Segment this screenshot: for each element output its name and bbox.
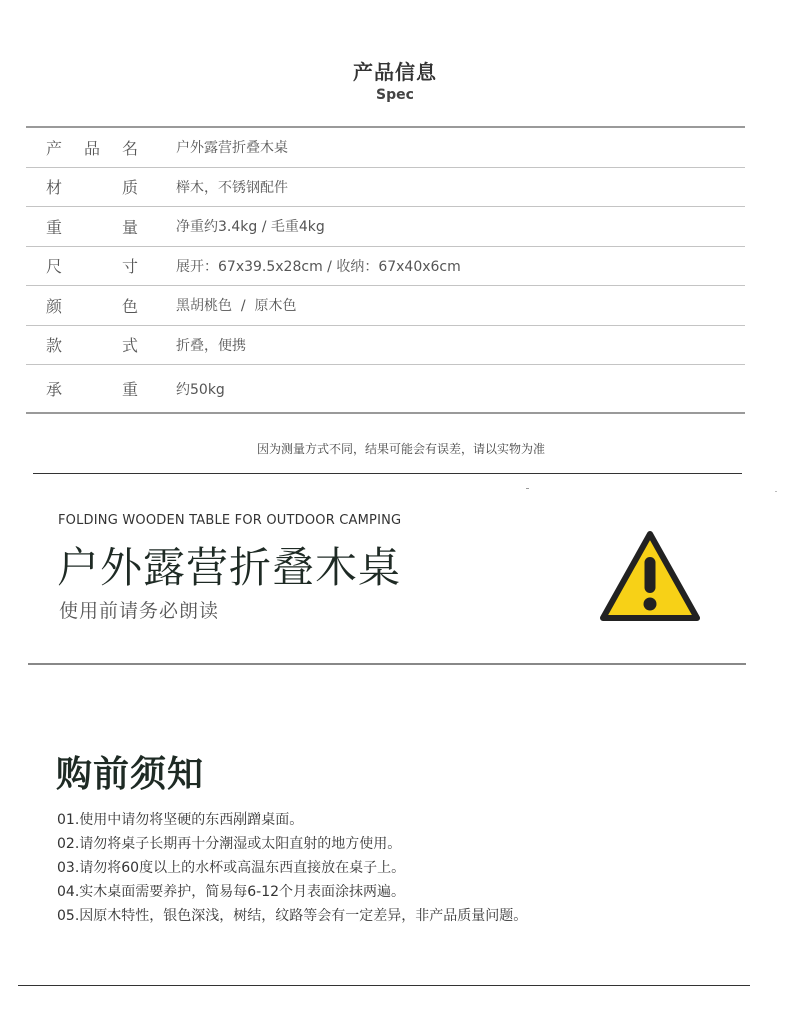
spec-row-style: [26, 326, 745, 366]
spec-value: 折叠，便携: [176, 337, 246, 354]
list-item: 01.使用中请勿将坚硬的东西剐蹭桌面。: [57, 812, 304, 828]
spec-row-size: [26, 247, 745, 287]
spec-label-char: 款: [46, 336, 63, 356]
spec-value: 约50kg: [176, 381, 225, 398]
divider: [28, 663, 746, 665]
spec-header: [0, 56, 790, 103]
divider: [775, 491, 777, 492]
spec-label-char: 寸: [121, 257, 138, 277]
list-item: 05.因原木特性，银色深浅，树结，纹路等会有一定差异，非产品质量问题。: [57, 908, 528, 924]
spec-label: [46, 326, 138, 365]
banner-title-zh: 户外露营折叠木桌: [57, 543, 402, 592]
spec-value: 榉木，不锈钢配件: [176, 179, 288, 196]
spec-value: 展开：67x39.5x28cm / 收纳：67x40x6cm: [176, 258, 461, 275]
divider: [526, 488, 529, 489]
list-item: 04.实木桌面需要养护，简易每6-12个月表面涂抹两遍。: [57, 884, 406, 900]
spec-label-char: 承: [46, 380, 63, 399]
notice-list: [57, 808, 527, 928]
spec-row-load: [26, 365, 745, 412]
spec-label-char: 材: [46, 178, 63, 198]
spec-label-char: 式: [121, 336, 138, 356]
banner-title-en: FOLDING WOODEN TABLE FOR OUTDOOR CAMPING: [58, 513, 402, 528]
spec-label-char: 重: [121, 380, 138, 399]
measurement-note: 因为测量方式不同，结果可能会有误差，请以实物为准: [256, 442, 545, 456]
spec-label: [46, 247, 138, 286]
spec-label: [46, 168, 138, 207]
spec-label: [46, 286, 138, 325]
spec-row-color: [26, 286, 745, 326]
spec-value: 净重约3.4kg / 毛重4kg: [176, 219, 325, 236]
spec-label-char: 品: [83, 138, 100, 158]
spec-label-char: 色: [121, 296, 138, 316]
divider: [33, 473, 742, 474]
spec-label: [46, 207, 138, 246]
notice-title: 购前须知: [56, 754, 205, 795]
banner-subtitle: 使用前请务必朗读: [59, 600, 220, 622]
spec-subtitle: Spec: [376, 87, 414, 103]
spec-label-char: 量: [121, 217, 138, 237]
divider: [18, 985, 750, 986]
list-item: 02.请勿将桌子长期再十分潮湿或太阳直射的地方使用。: [57, 836, 402, 852]
spec-label-char: 颜: [46, 296, 63, 316]
spec-value: 户外露营折叠木桌: [176, 140, 288, 157]
list-item: 03.请勿将60度以上的水杯或高温东西直接放在桌子上。: [57, 860, 406, 876]
spec-value: 黑胡桃色 / 原木色: [176, 298, 297, 315]
spec-row-name: [26, 128, 745, 168]
spec-label-char: 名: [121, 138, 138, 158]
spec-label-char: 尺: [46, 257, 63, 277]
spec-table: [26, 126, 745, 414]
spec-label-char: 产: [46, 138, 63, 158]
spec-row-weight: [26, 207, 745, 247]
spec-label-char: 质: [121, 178, 138, 198]
spec-title: 产品信息: [353, 60, 437, 84]
warning-triangle-icon: [598, 529, 702, 625]
spec-label: [46, 365, 138, 412]
spec-label: [46, 128, 138, 167]
spec-row-material: [26, 168, 745, 208]
spec-label-char: 重: [46, 217, 63, 237]
